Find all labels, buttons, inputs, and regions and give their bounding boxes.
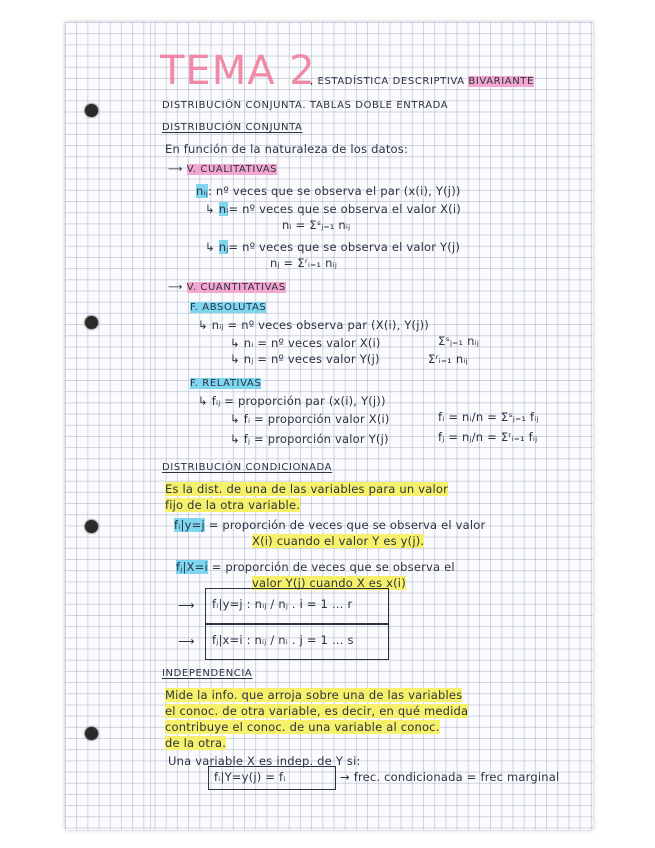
cual-ni-formula: nᵢ = Σˢⱼ₌₁ nᵢⱼ	[282, 218, 351, 232]
cualitativas-label: ⟶ V. CUALITATIVAS	[168, 164, 278, 175]
rel-fi-line: ↳ fᵢ = proporción valor X(i)	[230, 412, 390, 426]
binder-hole	[85, 520, 98, 533]
absolutas-label: F. ABSOLUTAS	[190, 302, 267, 313]
arrow-icon: ⟶	[178, 598, 195, 612]
rel-fj-line: ↳ fⱼ = proporción valor Y(j)	[230, 432, 389, 446]
box1-formula: fᵢ|y=j : nᵢⱼ / nⱼ . i = 1 … r	[212, 597, 353, 611]
cual-ni-line: ↳ nᵢ= nº veces que se observa el valor X(i)	[205, 202, 461, 216]
page-title: TEMA 2	[160, 48, 316, 94]
abs-nj-formula: Σʳᵢ₌₁ nᵢⱼ	[428, 352, 468, 366]
cond-fj-line: fⱼ|X=i = proporción de veces que se observa el	[176, 560, 455, 574]
page-margin-line	[150, 22, 151, 830]
abs-nij-line: ↳ nᵢⱼ = nº veces observa par (X(i), Y(j))	[198, 318, 429, 332]
page-subtitle: , ESTADÍSTICA DESCRIPTIVA BIVARIANTE	[310, 76, 534, 87]
rel-fi-formula: fᵢ = nᵢ/n = Σˢⱼ₌₁ fᵢⱼ	[438, 410, 539, 424]
binder-hole	[85, 316, 98, 329]
box2-formula: fⱼ|x=i : nᵢⱼ / nᵢ . j = 1 … s	[212, 633, 354, 647]
subtitle-highlight: BIVARIANTE	[468, 76, 534, 87]
indep-line5: Una variable X es indep. de Y si:	[168, 754, 361, 768]
cual-nij-line: nᵢⱼ: nº veces que se observa el par (x(i), Y(j))	[196, 184, 461, 198]
cual-nj-line: ↳ nⱼ= nº veces que se observa el valor Y(j)	[205, 240, 461, 254]
cual-nj-formula: nⱼ = Σʳᵢ₌₁ nᵢⱼ	[270, 256, 338, 270]
heading-conjunta-tablas: DISTRIBUCIÓN CONJUNTA. TABLAS DOBLE ENTRADA	[162, 100, 449, 111]
cond-fj-line2: valor Y(j) cuando X es x(i)	[252, 576, 406, 590]
indep-line4: de la otra.	[165, 736, 227, 750]
cond-fi-line2: X(i) cuando el valor Y es y(j).	[252, 534, 425, 548]
indep-line3: contribuye el conoc. de una variable al conoc.	[165, 720, 440, 734]
indep-line1: Mide la info. que arroja sobre una de las variables	[165, 688, 463, 702]
cond-line1: Es la dist. de una de las variables para un valor	[165, 482, 449, 496]
binder-hole	[85, 727, 98, 740]
section-heading-condicionada: DISTRIBUCIÓN CONDICIONADA	[162, 462, 333, 473]
abs-ni-formula: Σˢⱼ₌₁ nᵢⱼ	[438, 334, 480, 348]
indep-line2: el conoc. de otra variable, es decir, en qué medida	[165, 704, 469, 718]
abs-ni-line: ↳ nᵢ = nº veces valor X(i)	[230, 336, 381, 350]
section-heading-conjunta: DISTRIBUCIÓN CONJUNTA	[162, 122, 303, 133]
relativas-label: F. RELATIVAS	[190, 378, 262, 389]
binder-hole	[85, 104, 98, 117]
rel-fij-line: ↳ fᵢⱼ = proporción par (x(i), Y(j))	[198, 394, 386, 408]
conjunta-intro: En función de la naturaleza de los datos:	[165, 142, 409, 156]
section-heading-independencia: INDEPENDENCIA	[162, 668, 253, 679]
rel-fj-formula: fⱼ = nⱼ/n = Σʳᵢ₌₁ fᵢⱼ	[438, 430, 538, 444]
cond-fi-line: fᵢ|y=j = proporción de veces que se observa el valor	[174, 518, 486, 532]
indep-result: → frec. condicionada = frec marginal	[340, 770, 560, 784]
indep-box-formula: fᵢ|Y=y(j) = fᵢ	[214, 770, 286, 784]
arrow-icon: ⟶	[178, 634, 195, 648]
abs-nj-line: ↳ nⱼ = nº veces valor Y(j)	[230, 352, 380, 366]
cond-line2: fijo de la otra variable.	[165, 498, 301, 512]
cuantitativas-label: ⟶ V. CUANTITATIVAS	[168, 282, 286, 293]
